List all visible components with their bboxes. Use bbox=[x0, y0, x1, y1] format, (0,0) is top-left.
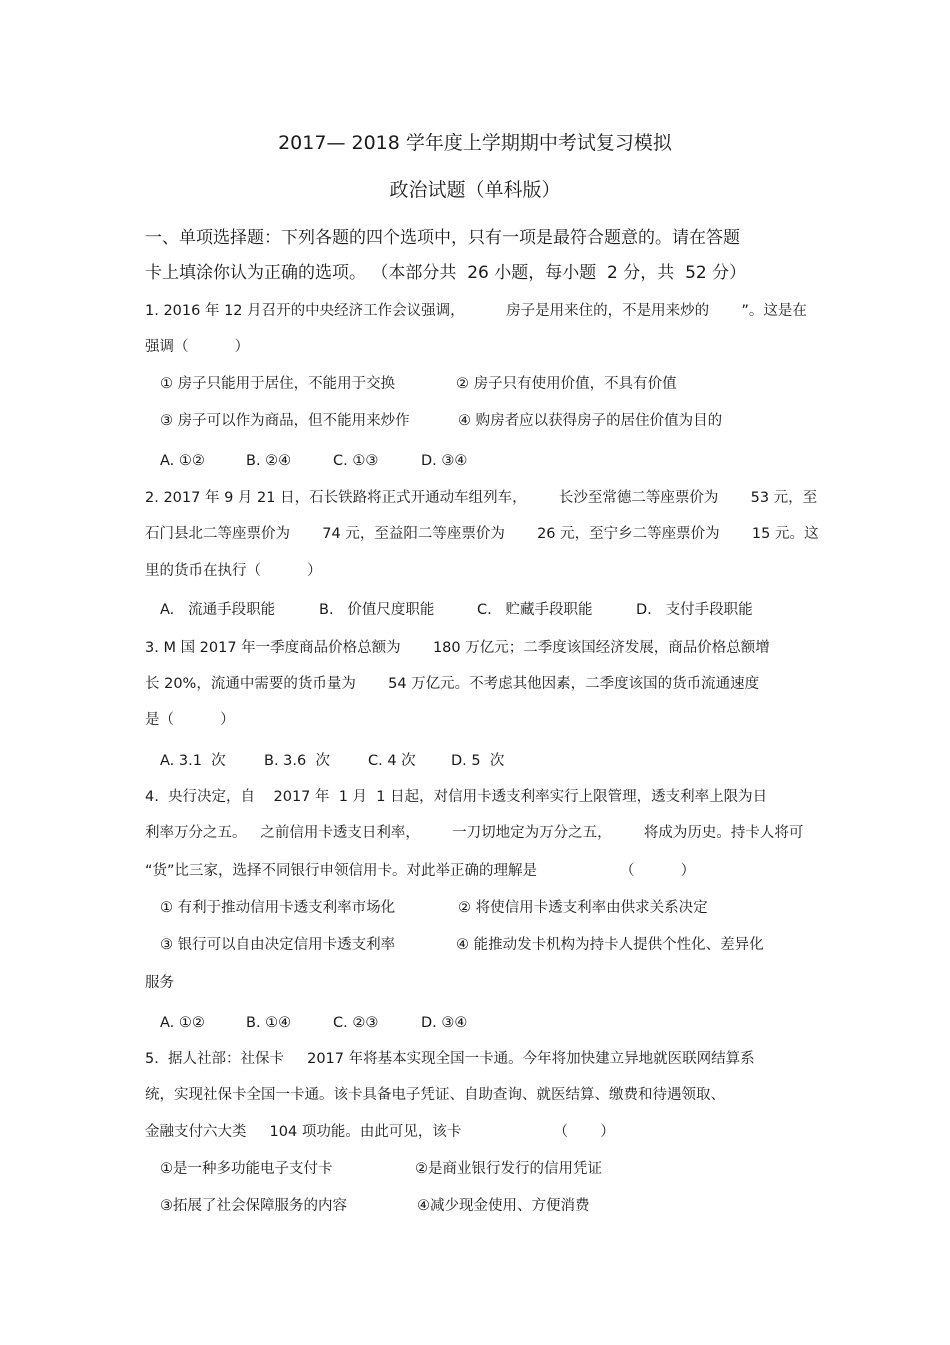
question-stem-line: 石门县北二等座票价为 74 元，至益阳二等座票价为 26 元，至宁乡二等座票价为 15 元。这 bbox=[145, 526, 819, 542]
option-d: D. ③④ bbox=[421, 453, 468, 469]
option-b: B. 价值尺度职能 bbox=[319, 602, 435, 618]
question-stem-line: 5. 据人社部：社保卡 2017 年将基本实现全国一卡通。今年将加快建立异地就医联网结算系 bbox=[145, 1051, 755, 1067]
statement-2: ②是商业银行发行的信用凭证 bbox=[415, 1161, 602, 1177]
statement-4-continued: 服务 bbox=[145, 975, 174, 991]
option-c: C. 贮藏手段职能 bbox=[477, 602, 593, 618]
question-stem-line: 长 20%，流通中需要的货币量为 54 万亿元。不考虑其他因素，二季度该国的货币流通速度 bbox=[145, 676, 760, 692]
page-subtitle: 政治试题（单科版） bbox=[389, 179, 561, 201]
question-stem-line: 统，实现社保卡全国一卡通。该卡具备电子凭证、自助查询、就医结算、缴费和待遇领取、 bbox=[145, 1087, 725, 1103]
option-d: D. ③④ bbox=[421, 1015, 468, 1031]
statement-4: ④ 购房者应以获得房子的居住价值为目的 bbox=[458, 413, 723, 429]
section-instruction-line-2: 卡上填涂你认为正确的选项。 （本部分共 26 小题，每小题 2 分，共 52 分） bbox=[145, 263, 747, 283]
page-title: 2017— 2018 学年度上学期期中考试复习模拟 bbox=[278, 132, 672, 154]
statement-4: ④ 能推动发卡机构为持卡人提供个性化、差异化 bbox=[456, 937, 764, 953]
option-a: A. ①② bbox=[160, 453, 205, 469]
option-a: A. 3.1 次 bbox=[160, 753, 226, 769]
option-d: D. 支付手段职能 bbox=[636, 602, 753, 618]
question-stem-line: 2. 2017 年 9 月 21 日，石长铁路将正式开通动车组列车， 长沙至常德二等座票价为 53 元，至 bbox=[145, 490, 818, 506]
statement-2: ② 房子只有使用价值，不具有价值 bbox=[456, 376, 677, 392]
statement-1: ① 有利于推动信用卡透支利率市场化 bbox=[160, 900, 396, 916]
question-stem-line: 3. M 国 2017 年一季度商品价格总额为 180 万亿元；二季度该国经济发展，商品价格总额增 bbox=[145, 640, 770, 656]
section-instruction-line-1: 一、单项选择题：下列各题的四个选项中，只有一项是最符合题意的。请在答题 bbox=[145, 228, 740, 248]
statement-3: ③ 房子可以作为商品，但不能用来炒作 bbox=[160, 413, 410, 429]
question-stem-line: 金融支付六大类 104 项功能。由此可见，该卡 （ ） bbox=[145, 1124, 615, 1140]
question-stem-line: “货”比三家，选择不同银行申领信用卡。对此举正确的理解是 （ ） bbox=[145, 863, 696, 879]
option-c: C. ②③ bbox=[333, 1015, 379, 1031]
option-b: B. ②④ bbox=[246, 453, 292, 469]
statement-4: ④减少现金使用、方便消费 bbox=[417, 1198, 590, 1214]
statement-2: ② 将使信用卡透支利率由供求关系决定 bbox=[458, 900, 708, 916]
question-stem-line: 里的货币在执行（ ） bbox=[145, 563, 322, 579]
statement-3: ③拓展了社会保障服务的内容 bbox=[160, 1198, 347, 1214]
option-a: A. ①② bbox=[160, 1015, 205, 1031]
option-b: B. ①④ bbox=[246, 1015, 292, 1031]
option-c: C. ①③ bbox=[333, 453, 379, 469]
question-stem-line: 利率万分之五。 之前信用卡透支日利率， 一刀切地定为万分之五， 将成为历史。持卡人将可 bbox=[145, 825, 804, 841]
question-stem-line: 1. 2016 年 12 月召开的中央经济工作会议强调， 房子是用来住的，不是用来炒的 ”。这是在 bbox=[145, 303, 807, 319]
question-stem-line: 4. 央行决定，自 2017 年 1 月 1 日起，对信用卡透支利率实行上限管理，透支利率上限为日 bbox=[145, 789, 768, 805]
option-b: B. 3.6 次 bbox=[264, 753, 330, 769]
question-stem-line: 是（ ） bbox=[145, 712, 235, 728]
option-c: C. 4 次 bbox=[368, 753, 416, 769]
option-d: D. 5 次 bbox=[451, 753, 505, 769]
option-a: A. 流通手段职能 bbox=[160, 602, 276, 618]
question-stem-line: 强调（ ） bbox=[145, 339, 250, 355]
statement-1: ① 房子只能用于居住，不能用于交换 bbox=[160, 376, 396, 392]
statement-3: ③ 银行可以自由决定信用卡透支利率 bbox=[160, 937, 396, 953]
statement-1: ①是一种多功能电子支付卡 bbox=[160, 1161, 333, 1177]
